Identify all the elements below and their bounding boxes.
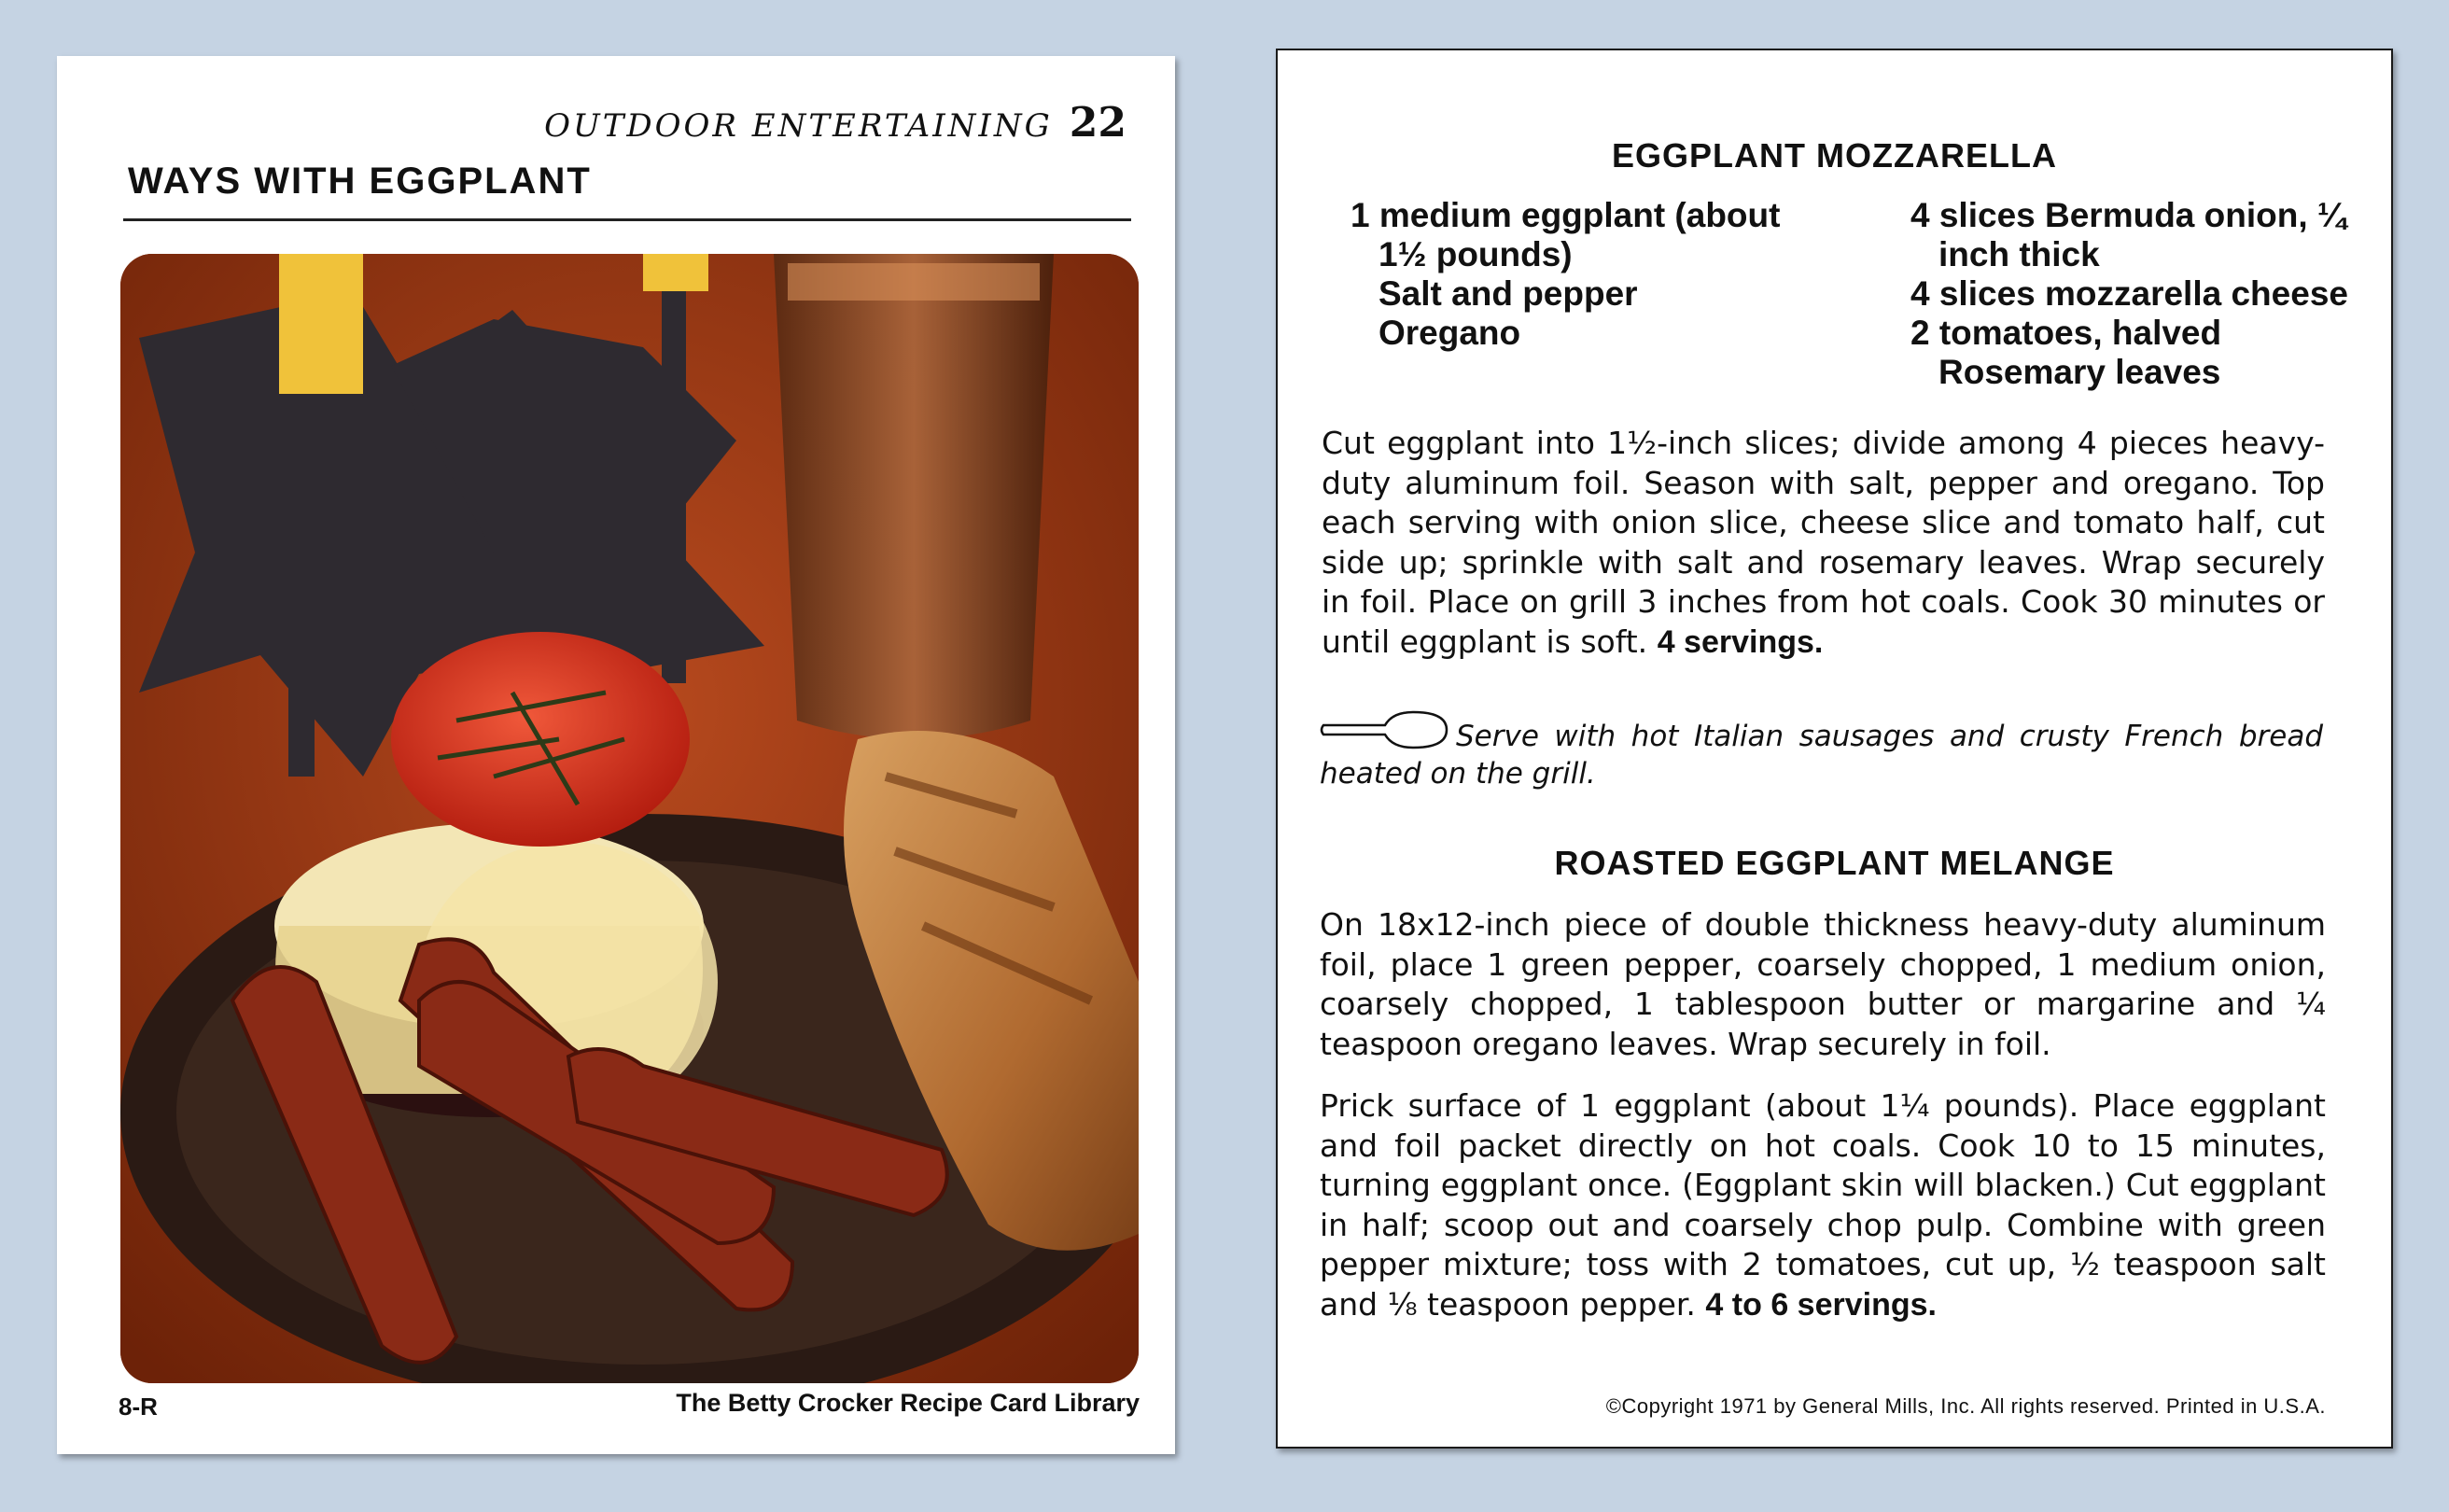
ingredient-item: 4 slices Bermuda onion, ¼ inch thick	[1910, 196, 2346, 273]
ingredient-item: 1 medium eggplant (about 1½ pounds)	[1350, 196, 1781, 273]
recipe-card-front	[57, 56, 1175, 1454]
recipe-title-roasted-eggplant-melange: ROASTED EGGPLANT MELANGE	[1554, 844, 2115, 882]
series-number: 22	[1069, 99, 1127, 147]
title-divider	[123, 218, 1131, 221]
ingredient-item: 2 tomatoes, halved	[1910, 314, 2222, 352]
recipe1-yield: 4 servings.	[1657, 623, 1824, 660]
card-title: WAYS WITH EGGPLANT	[128, 161, 592, 202]
serving-tip	[1320, 718, 2323, 792]
recipe1-directions-text: Cut eggplant into 1½-inch slices; divide among 4 pieces heavy-duty aluminum foil. Season with salt, pepper and oregano. Top each serving with onion slice, cheese slice and tomato half, cut side up; sprinkle with salt and rosemary leaves. Wrap securely in foil. Place on grill 3 inches from hot coals. Cook 30 minutes or until eggplant is soft.	[1322, 425, 2325, 660]
copyright-notice: ©Copyright 1971 by General Mills, Inc. All rights reserved. Printed in U.S.A.	[1605, 1394, 2326, 1418]
ingredient-item: 4 slices mozzarella cheese	[1910, 274, 2348, 313]
recipe2-yield: 4 to 6 servings.	[1705, 1286, 1937, 1323]
recipe-card-back	[1276, 49, 2393, 1449]
series-title: OUTDOOR ENTERTAINING	[544, 107, 1053, 145]
recipe2-directions-1: On 18x12-inch piece of double thickness heavy-duty aluminum foil, place 1 green pepper, coarsely chopped, 1 medium onion, coarsely chopped, 1 tablespoon butter or margarine and ¼ teaspoon oregano leaves. Wrap securely in foil.	[1320, 906, 2326, 1062]
ingredient-item: Salt and pepper	[1378, 274, 1638, 313]
spoon-icon	[1320, 705, 1450, 755]
library-name: The Betty Crocker Recipe Card Library	[676, 1389, 1140, 1417]
ingredient-item: Rosemary leaves	[1938, 353, 2221, 391]
recipe2-directions-text: Prick surface of 1 eggplant (about 1¼ pounds). Place eggplant and foil packet directly on hot coals. Cook 10 to 15 minutes, turning eggplant once. (Eggplant skin will blacken.) Cut eggplant in half; scoop out and coarsely chop pulp. Combine with green pepper mixture; toss with 2 tomatoes, cut up, ½ teaspoon salt and ⅛ teaspoon pepper.	[1320, 1087, 2326, 1323]
card-code: 8-R	[119, 1393, 158, 1421]
serving-tip-text: Serve with hot Italian sausages and crusty French bread heated on the grill.	[1320, 720, 2323, 791]
food-photo	[120, 254, 1139, 1383]
ingredient-item: Oregano	[1378, 314, 1521, 352]
ingredients-left	[1350, 196, 1836, 353]
food-photo-illustration	[120, 254, 1139, 1383]
series-header	[544, 99, 1127, 147]
recipe2-directions-2	[1320, 1086, 2326, 1324]
ingredients-right	[1910, 196, 2358, 392]
recipe1-directions	[1322, 424, 2325, 662]
recipe-title-eggplant-mozzarella: EGGPLANT MOZZARELLA	[1612, 136, 2057, 175]
